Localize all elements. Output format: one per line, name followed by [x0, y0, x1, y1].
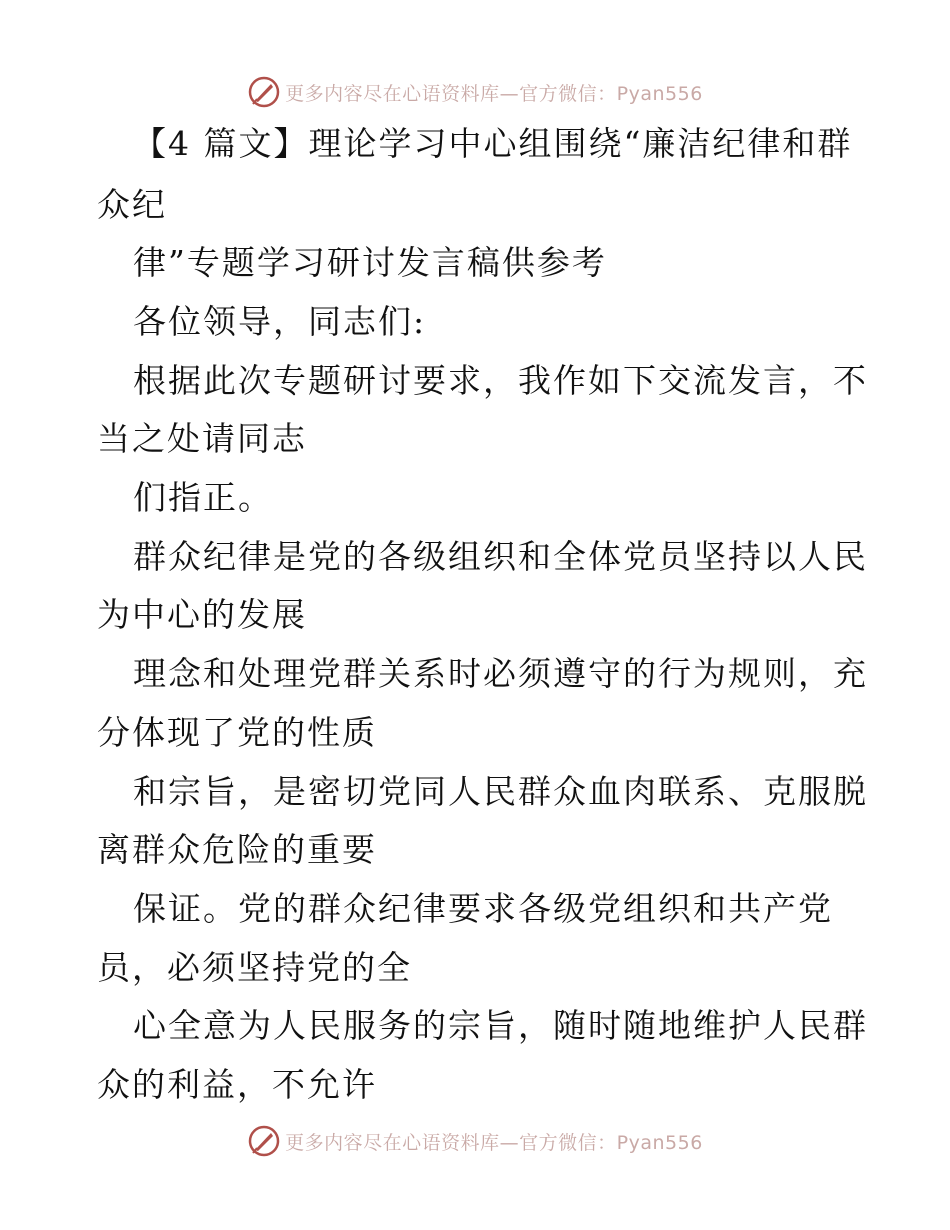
doc-paragraph-line: 和宗旨，是密切党同人民群众血肉联系、克服脱: [133, 772, 868, 811]
doc-paragraph-line: 理念和处理党群关系时必须遵守的行为规则，充: [133, 654, 868, 693]
doc-paragraph-line: 们指正。: [133, 478, 273, 517]
footer-watermark-text: 更多内容尽在心语资料库—官方微信：Pyan556: [285, 1131, 703, 1154]
quill-circle-logo-icon: [247, 1124, 281, 1158]
doc-paragraph-line: 众的利益，不允许: [97, 1065, 377, 1104]
doc-paragraph-line: 分体现了党的性质: [97, 713, 377, 752]
doc-paragraph-line: 群众纪律是党的各级组织和全体党员坚持以人民: [133, 537, 868, 576]
doc-paragraph-line: 为中心的发展: [97, 595, 307, 634]
doc-title-line-2: 众纪: [97, 185, 167, 224]
footer-watermark: [0, 1121, 950, 1161]
doc-paragraph-line: 根据此次专题研讨要求，我作如下交流发言，不: [133, 361, 868, 400]
doc-paragraph-line: 保证。党的群众纪律要求各级党组织和共产党: [133, 889, 833, 928]
doc-title-line-1: 【4 篇文】理论学习中心组围绕“廉洁纪律和群: [133, 124, 853, 163]
doc-salutation: 各位领导，同志们:: [133, 302, 427, 341]
doc-title-line-3: 律”专题学习研讨发言稿供参考: [133, 243, 607, 282]
doc-paragraph-line: 员，必须坚持党的全: [97, 948, 412, 987]
doc-paragraph-line: 心全意为人民服务的宗旨，随时随地维护人民群: [133, 1006, 868, 1045]
header-watermark-text: 更多内容尽在心语资料库—官方微信：Pyan556: [285, 82, 703, 105]
doc-paragraph-line: 离群众危险的重要: [97, 830, 377, 869]
doc-paragraph-line: 当之处请同志: [97, 419, 307, 458]
